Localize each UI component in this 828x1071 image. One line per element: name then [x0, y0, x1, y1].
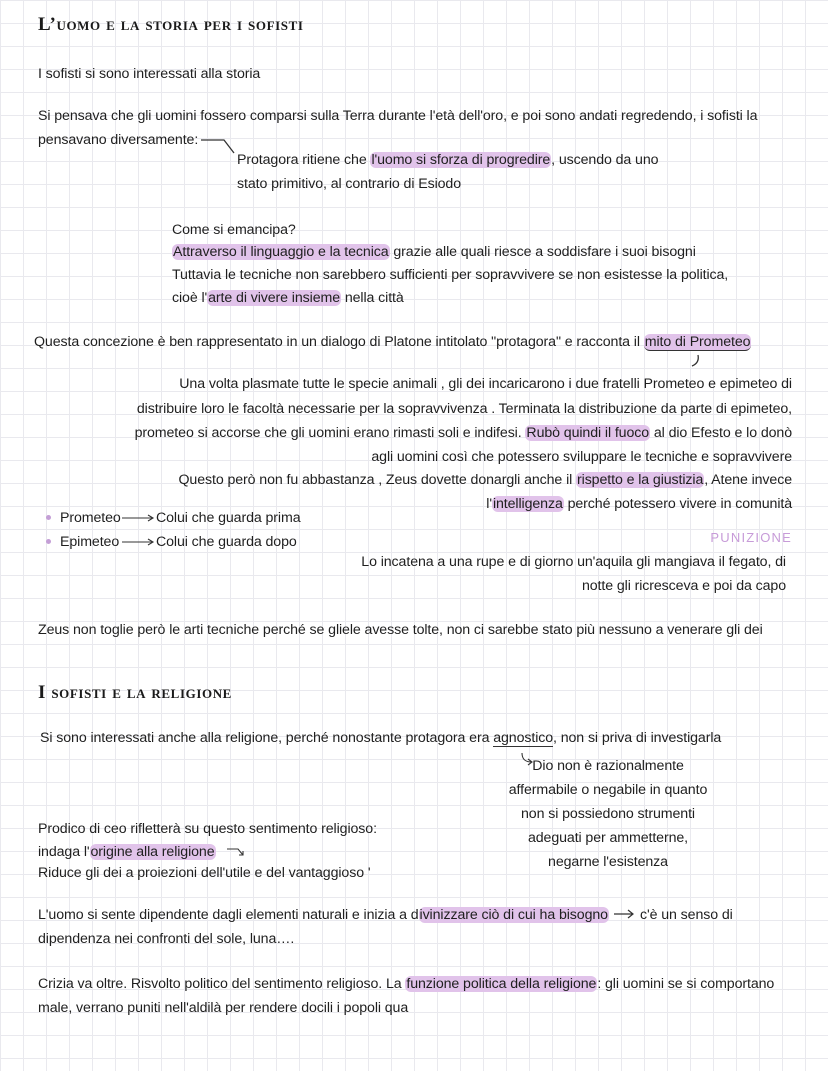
- highlight: ivinizzare ciò di cui ha bisogno: [419, 907, 608, 923]
- highlight: rispetto e la giustizia: [577, 472, 704, 488]
- text-span: nella città: [341, 290, 404, 306]
- text-span: , Atene invece: [704, 472, 792, 488]
- bullet-dot: [46, 539, 51, 544]
- question: Come si emancipa?: [172, 222, 296, 238]
- emancipa-line: [172, 240, 696, 264]
- text-span: : gli uomini se si comportano: [597, 976, 775, 992]
- highlight: Rubò quindi il fuoco: [526, 425, 650, 441]
- text-span: Questo però non fu abbastanza , Zeus dovette donargli anche il: [178, 472, 577, 488]
- bullet-name: Epimeteo: [60, 534, 120, 550]
- text-span: Protagora ritiene che: [237, 152, 371, 168]
- emancipa-line: [172, 286, 404, 310]
- highlight: l'uomo si sforza di progredire: [371, 152, 551, 168]
- protagora-line: [237, 148, 658, 172]
- arrow-right-icon: [122, 538, 156, 546]
- arrow-right-icon: [122, 514, 156, 522]
- definition-line: negarne l'esistenza: [548, 854, 668, 870]
- mito-line: [486, 492, 792, 516]
- highlight: Attraverso il linguaggio e la tecnica: [173, 244, 389, 260]
- prodico-line: Riduce gli dei a proiezioni dell'utile e del vantaggioso ': [38, 865, 371, 881]
- text-span: , uscendo da uno: [551, 152, 659, 168]
- definition-line: affermabile o negabile in quanto: [508, 782, 708, 798]
- mito-line: Una volta plasmate tutte le specie animali , gli dei incaricarono i due fratelli Prometeo e epimeteo di: [179, 376, 792, 392]
- text-span: Crizia va oltre. Risvolto politico del sentimento religioso. La: [38, 976, 406, 992]
- punizione-label: PUNIZIONE: [710, 530, 792, 545]
- paragraph-line: pensavano diversamente:: [38, 132, 199, 148]
- mito-line: distribuire loro le facoltà necessarie per la sopravvivenza . Terminata la distribuzione da parte di epimeteo,: [136, 401, 792, 417]
- mito-line: agli uomini così che potessero sviluppare le tecniche e sopravvivere: [371, 449, 792, 465]
- protagora-line: stato primitivo, al contrario di Esiodo: [237, 176, 461, 192]
- text-span: cioè l': [172, 290, 208, 306]
- platone-line: [34, 330, 751, 354]
- dipendenza-line: c'è un senso di: [640, 907, 733, 923]
- highlight: arte di vivere insieme: [208, 290, 340, 306]
- bullet-dot: [46, 515, 51, 520]
- text-span: Si sono interessati anche alla religione, perché nonostante protagora era: [40, 730, 494, 746]
- mito-line: [178, 468, 792, 492]
- arrow-down-right-icon: [226, 846, 246, 858]
- text-span: grazie alle quali riesce a soddisfare i suoi bisogni: [389, 244, 696, 260]
- page-title: L’uomo e la storia per i sofisti: [38, 14, 304, 35]
- dipendenza-line: [38, 903, 609, 927]
- underline: agnostico: [493, 730, 554, 746]
- religione-line: [40, 726, 721, 750]
- punizione-line: Lo incatena a una rupe e di giorno un'aquila gli mangiava il fegato, di: [361, 554, 786, 570]
- zeus-line: Zeus non toglie però le arti tecniche perché se gliele avesse tolte, non ci sarebbe stato più nessuno a venerare gli dei: [38, 622, 763, 638]
- text-span: Questa concezione è ben rappresentato in un dialogo di Platone intitolato "protagora" e racconta il: [34, 334, 644, 350]
- emancipa-line: Tuttavia le tecniche non sarebbero sufficienti per sopravvivere se non esistesse la politica,: [172, 267, 729, 283]
- crizia-line: male, verrano puniti nell'aldilà per rendere docili i popoli qua: [38, 1000, 409, 1016]
- mito-line: [135, 421, 792, 445]
- arrow-down-right-icon: [200, 136, 236, 156]
- arrow-right-icon: [614, 909, 636, 919]
- highlight: funzione politica della religione: [406, 976, 597, 992]
- prodico-line: Prodico di ceo rifletterà su questo sentimento religioso:: [38, 821, 377, 837]
- text-span: l': [486, 496, 492, 512]
- bullet-name: Prometeo: [60, 510, 121, 526]
- definition-line: Dio non è razionalmente: [532, 758, 684, 774]
- text-span: prometeo si accorse che gli uomini erano rimasti soli e indifesi.: [134, 425, 526, 441]
- text-span: indaga l': [38, 844, 90, 860]
- definition-line: adeguati per ammetterne,: [527, 830, 689, 846]
- text-span: al dio Efesto e lo donò: [650, 425, 792, 441]
- bullet-meaning: Colui che guarda prima: [156, 510, 301, 526]
- arrow-down-icon: [690, 354, 702, 368]
- section-title: I sofisti e la religione: [38, 682, 232, 703]
- text-span: perché potessero vivere in comunità: [563, 496, 792, 512]
- dipendenza-line: dipendenza nei confronti del sole, luna….: [38, 931, 295, 947]
- text-span: L'uomo si sente dipendente dagli elementi naturali e inizia a d: [38, 907, 419, 923]
- definition-line: non si possiedono strumenti: [521, 806, 695, 822]
- highlight: intelligenza: [492, 496, 563, 512]
- crizia-line: [38, 972, 774, 996]
- intro-text: I sofisti si sono interessati alla storia: [38, 66, 261, 82]
- highlight: origine alla religione: [90, 844, 215, 860]
- text-span: , non si priva di investigarla: [553, 730, 722, 746]
- punizione-line: notte gli ricresceva e poi da capo: [581, 578, 786, 594]
- paragraph-line: Si pensava che gli uomini fossero comparsi sulla Terra durante l'età dell'oro, e poi sono andati regredendo, i sofisti la: [38, 108, 758, 124]
- highlight: mito di Prometeo: [644, 334, 751, 350]
- bullet-meaning: Colui che guarda dopo: [156, 534, 297, 550]
